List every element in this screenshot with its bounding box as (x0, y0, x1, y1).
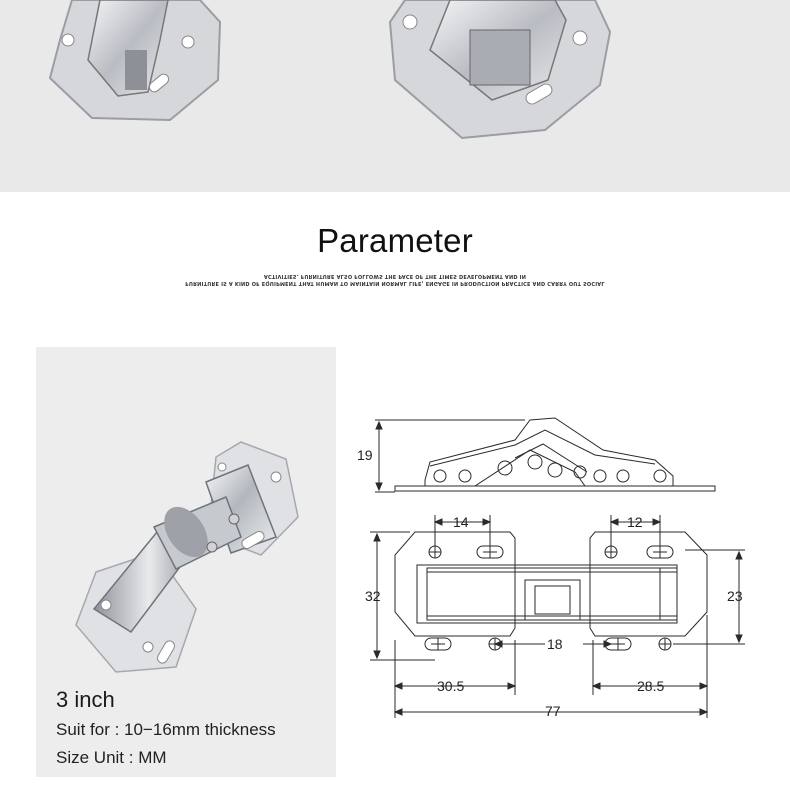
dim-center-gap: 18 (547, 636, 563, 652)
dim-hole-spacing-right: 12 (627, 514, 643, 530)
top-photo-band (0, 0, 790, 192)
hinge-photo-left (50, 0, 220, 120)
dim-height: 19 (357, 447, 373, 463)
mirrored-caption (120, 272, 670, 286)
top-view (395, 532, 707, 650)
dim-total-length: 77 (545, 703, 561, 719)
dim-left-plate-width: 30.5 (437, 678, 465, 694)
unit-spec: Size Unit : MM (56, 748, 167, 767)
page-title: Parameter (317, 222, 473, 259)
mirrored-caption-line: ACTIVITIES. FURNITURE ALSO FOLLOWS THE PACE OF THE TIMES DEVELOPMENT AND IN (263, 273, 527, 279)
dim-hole-spacing-left: 14 (453, 514, 469, 530)
product-card (36, 347, 336, 777)
thickness-spec: Suit for : 10−16mm thickness (56, 720, 276, 739)
dim-plate-height-left: 32 (365, 588, 381, 604)
mirrored-caption-line: FURNITURE IS A KIND OF EQUIPMENT THAT HUMAN TO MAINTAIN NORMAL LIFE, ENGAGE IN PRODUCTION PRACTICE AND CARRY OUT SOCIAL (185, 280, 605, 286)
hinge-photos (0, 0, 790, 192)
hinge-photo-right (390, 0, 610, 138)
technical-drawing (355, 400, 755, 730)
dim-right-plate-width: 28.5 (637, 678, 665, 694)
dim-plate-height-right: 23 (727, 588, 743, 604)
product-size: 3 inch (56, 687, 115, 712)
side-view (375, 418, 715, 492)
hinge-product-image (36, 347, 336, 677)
